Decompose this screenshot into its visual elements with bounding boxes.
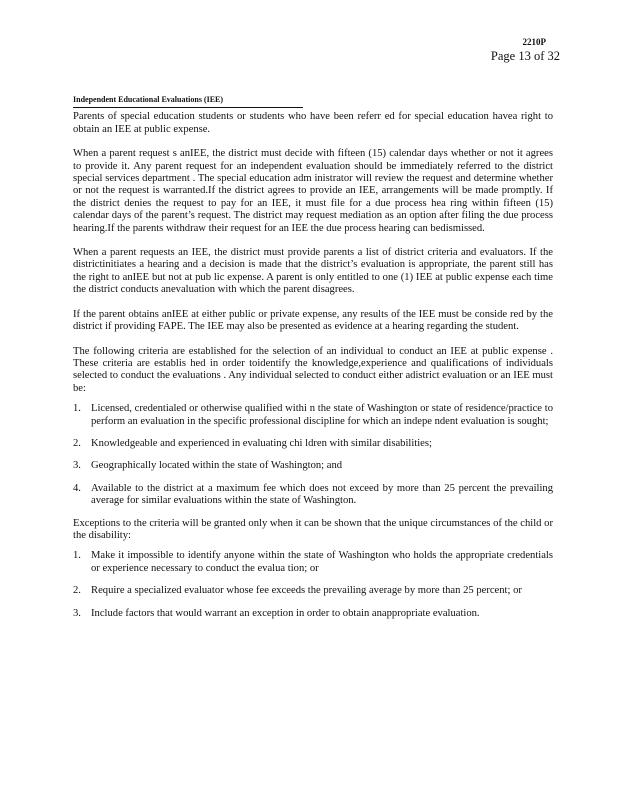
list-item — [73, 483, 553, 508]
list-item — [73, 403, 553, 428]
list-text: Knowledgeable and experienced in evaluating chi ldren with similar disabilities; — [91, 437, 432, 449]
list-number: 4. — [73, 482, 81, 494]
criteria-list — [73, 403, 553, 507]
list-item — [73, 550, 553, 575]
list-item — [73, 608, 553, 620]
exceptions-list — [73, 550, 553, 620]
list-number: 2. — [73, 585, 81, 597]
list-text: Include factors that would warrant an exception in order to obtain anappropriate evaluation. — [91, 607, 480, 619]
paragraph: Parents of special education students or students who have been referr ed for special education havea right to obtain an IEE at public expense. — [73, 111, 553, 135]
exceptions-intro: Exceptions to the criteria will be granted only when it can be shown that the unique circumstances of the child or the disability: — [73, 517, 553, 541]
list-number: 1. — [73, 403, 81, 415]
list-text: Geographically located within the state of Washington; and — [91, 460, 343, 472]
section-heading: Independent Educational Evaluations (IEE) — [73, 94, 303, 108]
list-item — [73, 438, 553, 450]
paragraph: When a parent requests an IEE, the district must provide parents a list of district criteria and evaluators. If the districtinitiates a hearing and a decision is made that the district’s evaluation is appropriate, the parent still has the right to anIEE but not at pub lic expense. A parent is only entitled to one (1) IEE at public expense each time the district conducts anevaluation with which the parent disagrees. — [73, 247, 553, 296]
list-text: Licensed, credentialed or otherwise qualified withi n the state of Washington or state of residence/practice to perform an evaluation in the specific professional discipline for which an indepe ndent evaluation is sought; — [91, 403, 553, 427]
list-number: 3. — [73, 460, 81, 472]
list-item — [73, 585, 553, 597]
list-number: 1. — [73, 550, 81, 562]
list-number: 2. — [73, 437, 81, 449]
list-text: Available to the district at a maximum fee which does not exceed by more than 25 percent the prevailing average for similar evaluations within the state of Washington. — [91, 482, 553, 507]
paragraph: When a parent request s anIEE, the district must decide with fifteen (15) calendar days whether or not it agrees to provide it. Any parent request for an independent evaluation should be immediately referred to the district special services department . The special education adm inistrator will review the request and determine whether or not the request is warranted.If the district agrees to provide an IEE, arrangements will be made promptly. If the district denies the request to pay for an IEE, it must file for a due process hea ring within fifteen (15) calendar days of the parent’s request. The district may request mediation as an option after filing the due process hearing.If the parents withdraw their request for an IEE the due process hearing can bedismissed. — [73, 148, 553, 234]
paragraph: If the parent obtains anIEE at either public or private expense, any results of the IEE must be conside red by the district if providing FAPE. The IEE may also be presented as evidence at a hearing regarding the student. — [73, 308, 553, 333]
page-number: Page 13 of 32 — [490, 49, 560, 63]
list-text: Require a specialized evaluator whose fee exceeds the prevailing average by more than 25 percent; or — [91, 585, 522, 597]
policy-code: 2210P — [522, 37, 546, 47]
paragraph: The following criteria are established for the selection of an individual to conduct an IEE at public expense . These criteria are establis hed in order toidentify the knowledge,experience and qualifications of individuals selected to conduct the evaluations . Any individual selected to conduct either adistrict evaluation or an IEE must be: — [73, 345, 553, 394]
document-body — [73, 94, 553, 630]
list-text: Make it impossible to identify anyone within the state of Washington who holds the appropriate credentials or experience necessary to conduct the evalua tion; or — [91, 550, 553, 574]
list-number: 3. — [73, 607, 81, 619]
list-item — [73, 460, 553, 472]
